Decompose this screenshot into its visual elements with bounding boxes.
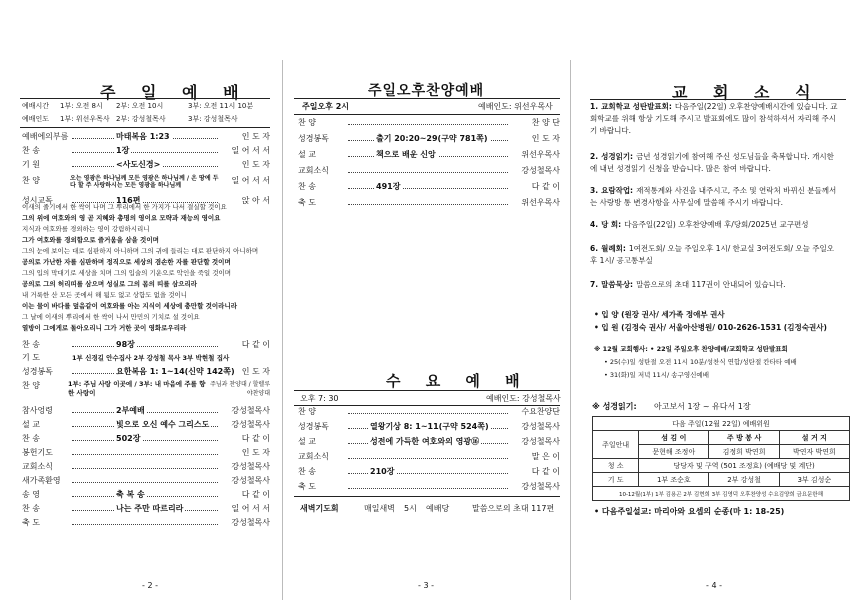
- leader-dots: [348, 165, 508, 173]
- notice-body: 다음주일(22일) 오후찬양예배시간에 있습니다. 교회학교를 위해 항상 기도해 주시고 발표회에도 많이 참석하셔서 자리해 주시기 바랍니다.: [590, 102, 838, 135]
- order-row: [298, 165, 560, 177]
- wed-title: 수 요 예 배: [386, 372, 530, 390]
- reading-line: 그의 눈에 보이는 대로 심판하지 아니하며 그의 귀에 들리는 대로 판단하지 아니하며: [22, 247, 259, 255]
- divider: [590, 99, 846, 100]
- leader-dots: [348, 181, 508, 189]
- page-title: 주 일 예 배: [100, 83, 249, 102]
- page-4: [570, 0, 860, 608]
- order-role: 다 같 이: [241, 434, 270, 443]
- reading-line: 지식과 여호와를 경외하는 영이 강림하시리니: [22, 225, 150, 233]
- col-header: 설 거 지: [779, 431, 849, 445]
- divider: [20, 127, 270, 128]
- order-row: [22, 419, 270, 431]
- reading-line: 내 거룩한 산 모든 곳에서 해 됨도 없고 상함도 없을 것이니: [22, 291, 188, 299]
- cell: 3부 김성순: [779, 473, 849, 487]
- leader-dots: [72, 447, 218, 455]
- reading-line: 그의 위에 여호와의 영 곧 지혜와 총명의 영이요 모략과 재능의 영이요: [22, 214, 221, 222]
- order-content: 나는 주만 따르리라: [116, 504, 184, 513]
- order-row: [22, 433, 270, 445]
- cell: 문현해 조정아: [639, 445, 709, 459]
- notice-number: 2.: [590, 152, 599, 161]
- preacher-2: 2부: 강성철목사: [116, 115, 166, 123]
- order-content: 1부: 주님 사랑 이곳에 / 3부: 내 마음에 주를 향한 사랑이: [66, 380, 210, 398]
- order-role: 강성철목사: [521, 422, 560, 431]
- order-content: 요한복음 1: 1~14(신약 142쪽): [116, 367, 235, 376]
- notice-body: 1여전도회/ 오늘 주일오후 1시/ 한교실 3여전도회/ 오늘 주일오후 1시/ 공고통부실: [590, 244, 835, 265]
- order-row: [22, 517, 270, 529]
- order-content: 빛으로 오신 예수 그리스도: [116, 420, 210, 429]
- order-label: 새가족환영: [22, 476, 61, 485]
- row-label: 청 소: [593, 459, 639, 473]
- order-role: 일 어 서 서: [231, 504, 270, 513]
- dawn-t3: 예배당: [426, 504, 450, 513]
- reading-line: 그 날에 이새의 뿌리에서 한 싹이 나서 만민의 기치로 설 것이요: [22, 313, 200, 321]
- time-2: 2부: 오전 10시: [116, 102, 164, 110]
- leader-dots: [348, 406, 508, 414]
- divider: [294, 114, 560, 115]
- dawn-t1: 매일새벽: [364, 504, 395, 513]
- order-label: 교회소식: [298, 166, 329, 175]
- bullet-item: • 입 양 (원장 권사/ 세가족 정애부 권사: [594, 310, 725, 319]
- leader-dots: [72, 145, 218, 153]
- schedule-title: 다음 주일(12월 22일) 예배위원: [593, 417, 850, 431]
- order-row: [22, 475, 270, 487]
- reading-line: 이는 물이 바다를 덮음같이 여호와를 아는 지식이 세상에 충만할 것이라니라: [22, 302, 238, 310]
- order-row: [22, 175, 270, 187]
- order-content: <사도신경>: [116, 160, 161, 169]
- order-role: 강성철목사: [231, 476, 270, 485]
- notice-item: [590, 243, 840, 267]
- order-label: 축 도: [298, 482, 316, 491]
- order-content: 491장: [376, 182, 401, 191]
- order-role: 강성철목사: [521, 437, 560, 446]
- time-1: 1부: 오전 8시: [60, 102, 103, 110]
- cell: 1부 조순호: [639, 473, 709, 487]
- reading-line: 그의 입의 막대기로 세상을 치며 그의 입술의 기운으로 악인을 죽일 것이며: [22, 269, 232, 277]
- order-row: [22, 461, 270, 473]
- order-label: 찬 송: [298, 182, 316, 191]
- divider: [20, 98, 270, 99]
- cell: 김정희 박연희: [709, 445, 779, 459]
- order-row: [22, 145, 270, 157]
- order-row: [298, 421, 560, 433]
- page-title: 주일오후찬양예배: [368, 83, 485, 99]
- leader-dots: [348, 117, 508, 125]
- cell: 2부 강성철: [709, 473, 779, 487]
- schedule-table: [592, 416, 850, 501]
- order-label: 찬 송: [22, 434, 40, 443]
- order-content: 1장: [116, 146, 130, 155]
- service-leader: 예배인도: 위선우목사: [478, 102, 553, 111]
- preacher-label: 예배인도: [22, 115, 50, 123]
- order-role: 다 같 이: [241, 490, 270, 499]
- order-label: 성경봉독: [22, 367, 53, 376]
- order-label: 기 도: [22, 353, 40, 362]
- notice-number: 1.: [590, 102, 599, 111]
- order-role: 수요찬양단: [521, 407, 560, 416]
- notice-item: [590, 101, 840, 137]
- order-role: 일 어 서 서: [231, 176, 270, 185]
- order-content: 116편: [116, 196, 141, 205]
- leader-dots: [72, 517, 218, 525]
- page-number: - 2 -: [142, 581, 158, 590]
- reading-title: ※ 성경읽기:: [592, 402, 637, 411]
- cell: 당당자 및 구역 (501 조정효) (예배당 및 계단): [639, 459, 850, 473]
- cell: 10-12월(1부) 1부 김용곤 2부 김현희 3부 김영덕 오후찬양성 수요김양희 금요문한해: [593, 487, 850, 501]
- order-role: 일 어 서 서: [231, 146, 270, 155]
- order-role: 위선우목사: [521, 150, 560, 159]
- order-label: 찬 송: [22, 146, 40, 155]
- times-label: 예배시간: [22, 102, 50, 110]
- reading-line: 열방이 그에게로 돌아오리니 그가 거한 곳이 영화로우리라: [22, 324, 187, 332]
- order-row: [298, 466, 560, 478]
- leader-dots: [72, 433, 218, 441]
- bullet-item: • 25(수)일 성탄절 오전 11시 10분/성찬식 연합/성탄절 칸타타 예배: [604, 358, 797, 366]
- preacher-3: 3부: 강성철목사: [188, 115, 238, 123]
- order-row: [298, 117, 560, 129]
- order-label: 설 교: [298, 437, 316, 446]
- order-content: 502장: [116, 434, 141, 443]
- notice-head: 당 회:: [601, 220, 622, 229]
- wed-leader: 예배인도: 강성철목사: [486, 394, 561, 403]
- bullet-item: • 31(화)일 저녁 11시/ 송구영신예배: [604, 371, 709, 379]
- notice-body: 말씀으로의 초대 117권이 안내되어 있습니다.: [636, 280, 786, 289]
- order-row: [22, 352, 270, 364]
- order-row: [22, 366, 270, 378]
- divider: [294, 98, 560, 99]
- order-label: 참사엉령: [22, 406, 53, 415]
- reading-line: 공의로 가난한 자를 심판하며 정직으로 세상의 겸손한 자를 판단할 것이며: [22, 258, 231, 266]
- order-content: 마태복음 1:23: [116, 132, 170, 141]
- reading-line: 그가 여호와를 경외함으로 즐거움을 삼을 것이며: [22, 236, 159, 244]
- order-row: [298, 133, 560, 145]
- notice-head: 교회학교 성탄발표회:: [601, 102, 672, 111]
- order-label: 성시교독: [22, 196, 53, 205]
- order-label: 교회소식: [22, 462, 53, 471]
- order-label: 설 교: [298, 150, 316, 159]
- reading-line: 이새의 줄기에서 한 싹이 나며 그 뿌리에서 한 가지가 나서 결실할 것이요: [22, 203, 227, 211]
- row-label: 주일안내: [593, 431, 639, 459]
- notice-head: 성경읽기:: [601, 152, 634, 161]
- dawn-label: 새벽기도회: [300, 504, 339, 513]
- order-label: 찬 양: [298, 407, 316, 416]
- preacher-1: 1부: 위선우목사: [60, 115, 110, 123]
- order-label: 봉헌기도: [22, 448, 53, 457]
- order-role: 다 같 이: [531, 182, 560, 191]
- order-role: 강성철목사: [231, 518, 270, 527]
- order-role: 강성철목사: [231, 406, 270, 415]
- order-content: 1부 신경길 안수집사 2부 강성철 목사 3부 박현철 집사: [72, 354, 230, 362]
- notice-number: 3.: [590, 186, 599, 195]
- dawn-t4: 말씀으로의 초대 117편: [472, 504, 555, 513]
- order-label: 찬 양: [298, 118, 316, 127]
- page-2: [0, 0, 282, 608]
- order-label: 교회소식: [298, 452, 329, 461]
- order-row: [298, 406, 560, 418]
- order-row: [22, 503, 270, 515]
- col-header: 섬 김 이: [639, 431, 709, 445]
- page-number: - 3 -: [418, 581, 434, 590]
- order-label: 예배에의부름: [22, 132, 69, 141]
- order-row: [298, 481, 560, 493]
- notice-item: [590, 151, 840, 175]
- leader-dots: [72, 461, 218, 469]
- order-role: 찬 양 단: [531, 118, 560, 127]
- notice-number: 4.: [590, 220, 599, 229]
- order-label: 찬 양: [22, 176, 40, 185]
- order-label: 축 도: [298, 198, 316, 207]
- order-label: 찬 송: [22, 340, 40, 349]
- order-content: 열왕기상 8: 1~11(구약 524쪽): [370, 422, 489, 431]
- order-label: 찬 송: [298, 467, 316, 476]
- leader-dots: [348, 481, 508, 489]
- notice-head: 요람작업:: [601, 186, 634, 195]
- notice-head: 월례회:: [601, 244, 626, 253]
- notice-number: 6.: [590, 244, 599, 253]
- order-role: 강성철목사: [231, 462, 270, 471]
- order-content: 98장: [116, 340, 135, 349]
- notice-body: 다음주일(22일) 오후찬양예배 후/당회/2025년 교구편성: [624, 220, 809, 229]
- order-role: 앉 아 서: [241, 196, 270, 205]
- order-role: 말 은 이: [531, 452, 560, 461]
- order-row: [298, 181, 560, 193]
- notice-item: [590, 279, 840, 291]
- order-role: 인 도 자: [531, 134, 560, 143]
- order-row: [298, 149, 560, 161]
- dawn-t2: 5시: [404, 504, 417, 513]
- next-sermon: • 다음주일설교: 마리아와 요셉의 순종(마 1: 18-25): [594, 507, 785, 516]
- wed-time: 오후 7: 30: [300, 394, 339, 403]
- order-row: [22, 159, 270, 171]
- order-row: [22, 380, 270, 397]
- cell: 박연자 박연희: [779, 445, 849, 459]
- order-role: 다 같 이: [241, 340, 270, 349]
- order-row: [298, 436, 560, 448]
- page-number: - 4 -: [706, 581, 722, 590]
- order-row: [22, 131, 270, 143]
- notice-number: 7.: [590, 280, 599, 289]
- bullet-item: • 입 원 (김정숙 권사/ 서울아산병원/ 010-2626-1531 (김정숙권사): [594, 323, 827, 332]
- order-content: 출기 20:20~29(구약 781쪽): [376, 134, 488, 143]
- order-label: 찬 양: [22, 381, 40, 390]
- bullet-item: ※ 12월 교회행사: • 22일 주일오후 찬양예배/교회학교 성탄발표회: [594, 345, 788, 353]
- col-header: 주 방 봉 사: [709, 431, 779, 445]
- order-label: 설 교: [22, 420, 40, 429]
- reading-line: 공의로 그의 허리띠를 삼으며 성실로 그의 몸의 띠를 삼으리라: [22, 280, 198, 288]
- order-label: 성경봉독: [298, 422, 329, 431]
- notice-item: [590, 185, 840, 209]
- order-content: 책으로 배운 신앙: [376, 150, 436, 159]
- order-role: 인 도 자: [241, 448, 270, 457]
- order-role: 위선우목사: [521, 198, 560, 207]
- order-row: [298, 451, 560, 463]
- order-row: [22, 489, 270, 501]
- order-label: 성경봉독: [298, 134, 329, 143]
- notice-item: [590, 219, 840, 231]
- row-label: 기 도: [593, 473, 639, 487]
- order-content: 210장: [370, 467, 395, 476]
- order-content: 성전에 가득한 여호와의 영광⑯: [370, 437, 480, 446]
- order-role: 강성철목사: [521, 166, 560, 175]
- order-label: 축 도: [22, 518, 40, 527]
- order-row: [22, 339, 270, 351]
- notice-head: 말씀묵상:: [601, 280, 634, 289]
- order-label: 찬 송: [22, 504, 40, 513]
- page-title: 교 회 소 식: [672, 83, 821, 102]
- divider: [294, 496, 560, 497]
- order-content: 축 복 송: [116, 490, 145, 499]
- order-label: 송 영: [22, 490, 40, 499]
- order-content: 2부예배: [116, 406, 145, 415]
- leader-dots: [72, 475, 218, 483]
- time-3: 3부: 오전 11시 10분: [188, 102, 254, 110]
- order-label: 기 원: [22, 160, 40, 169]
- leader-dots: [72, 339, 218, 347]
- order-content: 오는 영광은 하나님께 모든 영광은 하나님께 / 온 땅에 두 다 할 주 사랑하시는 모든 영광을 하나님께: [68, 175, 222, 189]
- leader-dots: [348, 197, 508, 205]
- order-row: [22, 447, 270, 459]
- page-3: [282, 0, 570, 608]
- order-role: 강성철목사: [521, 482, 560, 491]
- order-role: 강성철목사: [231, 420, 270, 429]
- order-role: 주님과 찬양대 / 할렐루야찬양대: [208, 380, 270, 398]
- notice-body: 재적통계와 사진을 내주시고, 주소 및 연락처 바뀌신 분들께서는 사랑방 통 변경사항을 사무실에 말씀해 주시기 바랍니다.: [590, 186, 837, 207]
- order-role: 다 같 이: [531, 467, 560, 476]
- leader-dots: [348, 451, 508, 459]
- service-time: 주일오후 2시: [302, 102, 349, 111]
- divider: [294, 390, 560, 391]
- reading-body: 아고보서 1장 ~ 유다서 1장: [654, 402, 751, 411]
- order-role: 인 도 자: [241, 160, 270, 169]
- order-role: 인 도 자: [241, 132, 270, 141]
- notice-body: 금년 성경읽기에 참여해 주신 성도님들을 축복합니다. 개시한에 내년 성경읽기 신청을 받습니다. 많은 참여 바랍니다.: [590, 152, 834, 173]
- order-row: [298, 197, 560, 209]
- order-row: [22, 405, 270, 417]
- order-role: 인 도 자: [241, 367, 270, 376]
